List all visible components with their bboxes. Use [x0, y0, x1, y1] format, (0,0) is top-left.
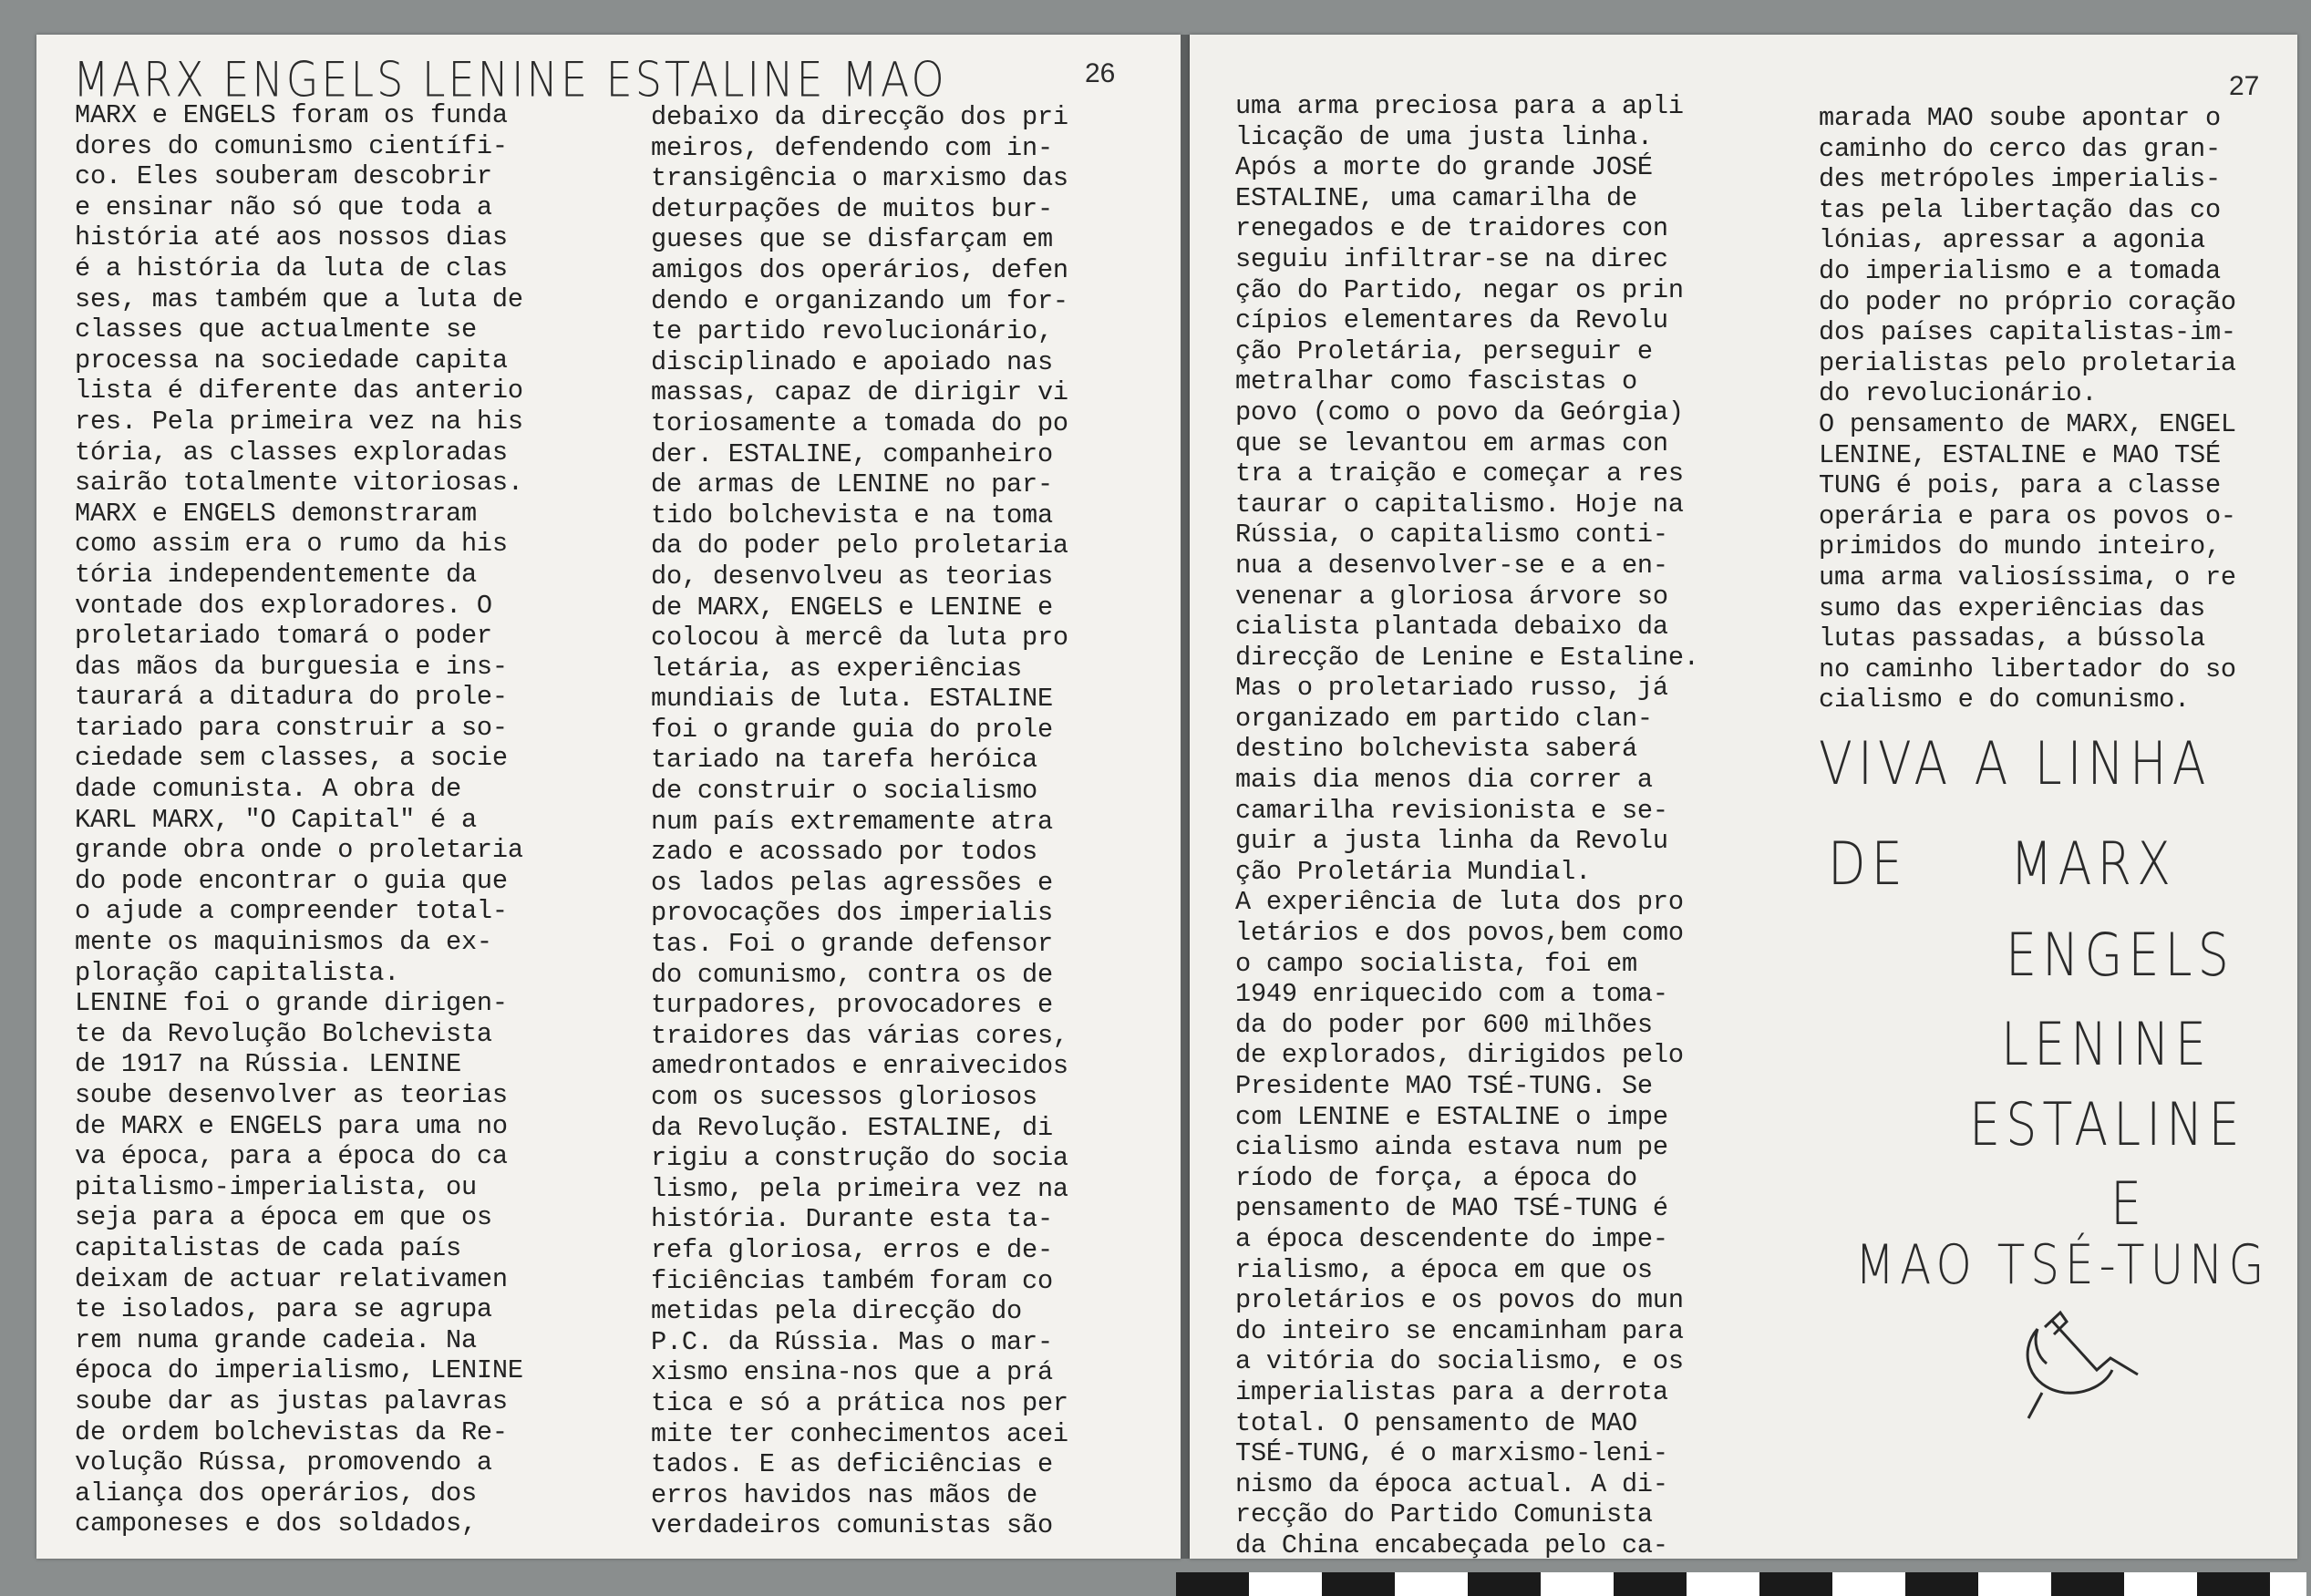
text-line: história até aos nossos dias: [75, 222, 508, 253]
text-line: te isolados, para se agrupa: [75, 1294, 492, 1325]
text-line: MARX e ENGELS demonstraram: [75, 498, 477, 529]
text-line: num país extremamente atra: [651, 806, 1053, 837]
text-line: pensamento de MAO TSÉ-TUNG é: [1235, 1193, 1668, 1224]
text-line: história. Durante esta ta-: [651, 1204, 1053, 1235]
text-line: toriosamente a tomada do po: [651, 407, 1068, 438]
text-line: organizado em partido clan-: [1235, 703, 1653, 734]
text-line: de MARX, ENGELS e LENINE e: [651, 592, 1053, 623]
text-line: ção Proletária, perseguir e: [1235, 335, 1653, 366]
text-line: ficiências também foram co: [651, 1265, 1053, 1296]
text-line: do poder no próprio coração: [1819, 286, 2236, 317]
text-line: vontade dos exploradores. O: [75, 590, 492, 621]
text-line: refa gloriosa, erros e de-: [651, 1234, 1053, 1265]
text-line: da do poder por 600 milhões: [1235, 1009, 1653, 1040]
text-line: de MARX e ENGELS para uma no: [75, 1110, 508, 1141]
text-line: licação de uma justa linha.: [1235, 121, 1653, 152]
text-line: gueses que se disfarçam em: [651, 224, 1053, 255]
text-line: cialismo ainda estava num pe: [1235, 1132, 1668, 1163]
text-line: o campo socialista, foi em: [1235, 948, 1637, 979]
text-line: ciedade sem classes, a socie: [75, 743, 508, 774]
text-line: dade comunista. A obra de: [75, 774, 461, 805]
slogan-marx: MARX: [2010, 829, 2177, 899]
text-line: tados. E as deficiências e: [651, 1449, 1053, 1480]
text-line: do pode encontrar o guia que: [75, 865, 508, 896]
text-line: ção Proletária Mundial.: [1235, 856, 1592, 887]
text-line: capitalistas de cada país: [75, 1232, 461, 1263]
text-line: tra a traição e começar a res: [1235, 458, 1684, 489]
text-line: época do imperialismo, LENINE: [75, 1355, 523, 1386]
text-line: foi o grande guia do prole: [651, 714, 1053, 745]
text-line: 1949 enriquecido com a toma-: [1235, 979, 1668, 1010]
text-line: guir a justa linha da Revolu: [1235, 826, 1668, 857]
document-spread: [36, 35, 2297, 1559]
text-line: lónias, apressar a agonia: [1819, 225, 2205, 256]
text-line: do revolucionário.: [1819, 378, 2098, 409]
text-line: lutas passadas, a bússola: [1819, 623, 2205, 654]
text-line: soube dar as justas palavras: [75, 1385, 508, 1416]
text-line: metidas pela direcção do: [651, 1296, 1023, 1327]
text-line: e ensinar não só que toda a: [75, 191, 492, 222]
text-line: LENINE foi o grande dirigen-: [75, 988, 508, 1019]
text-line: do imperialismo e a tomada: [1819, 255, 2221, 286]
text-line: traidores das várias cores,: [651, 1020, 1068, 1051]
text-line: das mãos da burguesia e ins-: [75, 651, 508, 682]
text-line: ção do Partido, negar os prin: [1235, 274, 1684, 305]
text-line: com os sucessos gloriosos: [651, 1082, 1037, 1112]
text-line: imperialistas para a derrota: [1235, 1376, 1668, 1407]
text-line: KARL MARX, "O Capital" é a: [75, 804, 477, 835]
text-line: tariado na tarefa heróica: [651, 745, 1037, 776]
page-number-left: 26: [1085, 58, 1116, 88]
text-line: do, desenvolveu as teorias: [651, 561, 1053, 592]
text-line: tariado para construir a so-: [75, 712, 508, 743]
text-line: letários e dos povos,bem como: [1235, 918, 1684, 949]
text-line: colocou à mercê da luta pro: [651, 623, 1068, 654]
text-line: de explorados, dirigidos pelo: [1235, 1040, 1684, 1071]
text-line: processa na sociedade capita: [75, 345, 508, 376]
text-line: taurará a ditadura do prole-: [75, 682, 508, 713]
slogan-engels: ENGELS: [2006, 921, 2234, 990]
text-line: seguiu infiltrar-se na direc: [1235, 243, 1668, 274]
text-line: cialismo e do comunismo.: [1819, 685, 2191, 716]
text-line: como assim era o rumo da his: [75, 529, 508, 560]
slogan-lenine: LENINE: [2001, 1010, 2213, 1079]
text-line: de ordem bolchevistas da Re-: [75, 1416, 508, 1447]
text-line: meiros, defendendo com in-: [651, 132, 1053, 163]
text-line: com LENINE e ESTALINE o impe: [1235, 1101, 1668, 1132]
slogan-de: DE: [1828, 829, 1908, 899]
text-line: mundiais de luta. ESTALINE: [651, 684, 1053, 715]
text-line: TUNG é pois, para a classe: [1819, 470, 2221, 501]
text-line: des metrópoles imperialis-: [1819, 164, 2221, 195]
text-column-1: [75, 100, 523, 1539]
text-line: disciplinado e apoiado nas: [651, 346, 1053, 377]
text-line: metralhar como fascistas o: [1235, 366, 1637, 397]
text-line: P.C. da Rússia. Mas o mar-: [651, 1326, 1053, 1357]
text-line: ríodo de força, a época do: [1235, 1162, 1637, 1193]
text-line: do comunismo, contra os de: [651, 959, 1053, 990]
text-line: uma arma preciosa para a apli: [1235, 91, 1684, 121]
text-line: proletariado tomará o poder: [75, 621, 492, 652]
text-line: Após a morte do grande JOSÉ: [1235, 152, 1653, 183]
text-line: cípios elementares da Revolu: [1235, 305, 1668, 336]
text-line: mente os maquinismos da ex-: [75, 927, 492, 958]
text-line: zado e acossado por todos: [651, 837, 1037, 868]
text-line: sairão totalmente vitoriosas.: [75, 468, 523, 499]
text-column-4: [1819, 103, 2236, 716]
text-line: perialistas pelo proletaria: [1819, 347, 2236, 378]
text-line: proletários e os povos do mun: [1235, 1285, 1684, 1316]
text-line: tas pela libertação das co: [1819, 194, 2221, 225]
text-line: rem numa grande cadeia. Na: [75, 1324, 477, 1355]
text-line: co. Eles souberam descobrir: [75, 161, 492, 192]
text-line: destino bolchevista saberá: [1235, 734, 1637, 765]
text-line: mais dia menos dia correr a: [1235, 765, 1653, 796]
text-line: erros havidos nas mãos de: [651, 1479, 1037, 1510]
text-line: recção do Partido Comunista: [1235, 1499, 1653, 1530]
text-line: rigiu a construção do socia: [651, 1143, 1068, 1174]
text-line: dos países capitalistas-im-: [1819, 317, 2236, 348]
slogan-e: E: [2110, 1169, 2148, 1239]
text-line: Rússia, o capitalismo conti-: [1235, 520, 1668, 551]
text-line: taurar o capitalismo. Hoje na: [1235, 489, 1684, 520]
text-line: amigos dos operários, defen: [651, 254, 1068, 285]
text-line: lismo, pela primeira vez na: [651, 1173, 1068, 1204]
text-line: tória independentemente da: [75, 559, 477, 590]
text-line: camarilha revisionista e se-: [1235, 795, 1668, 826]
text-line: ses, mas também que a luta de: [75, 283, 523, 314]
text-line: primidos do mundo inteiro,: [1819, 531, 2221, 562]
text-line: deixam de actuar relativamen: [75, 1263, 508, 1294]
text-line: rialismo, a época em que os: [1235, 1254, 1653, 1285]
text-line: no caminho libertador do so: [1819, 654, 2236, 685]
text-line: de armas de LENINE no par-: [651, 469, 1053, 500]
text-line: da China encabeçada pelo ca-: [1235, 1529, 1668, 1560]
text-line: de construir o socialismo: [651, 776, 1037, 807]
text-line: transigência o marxismo das: [651, 163, 1068, 194]
text-line: O pensamento de MARX, ENGEL: [1819, 408, 2236, 439]
text-line: turpadores, provocadores e: [651, 990, 1053, 1021]
slogan-estaline: ESTALINE: [1969, 1090, 2245, 1159]
text-line: a época descendente do impe-: [1235, 1223, 1668, 1254]
text-line: dendo e organizando um for-: [651, 285, 1068, 316]
text-line: tido bolchevista e na toma: [651, 499, 1053, 530]
text-line: total. O pensamento de MAO: [1235, 1407, 1637, 1438]
text-line: cialista plantada debaixo da: [1235, 612, 1668, 643]
text-line: xismo ensina-nos que a prá: [651, 1357, 1053, 1388]
text-line: que se levantou em armas con: [1235, 427, 1668, 458]
text-line: dores do comunismo científi-: [75, 130, 508, 161]
text-line: TSÉ-TUNG, é o marxismo-leni-: [1235, 1438, 1668, 1469]
text-line: seja para a época em que os: [75, 1202, 492, 1233]
text-line: a vitória do socialismo, e os: [1235, 1346, 1684, 1377]
text-line: operária e para os povos o-: [1819, 500, 2236, 531]
text-column-3: [1235, 91, 1699, 1561]
text-line: direcção de Lenine e Estaline.: [1235, 642, 1699, 673]
text-line: A experiência de luta dos pro: [1235, 887, 1684, 918]
text-line: os lados pelas agressões e: [651, 867, 1053, 898]
text-line: der. ESTALINE, companheiro: [651, 438, 1053, 469]
text-line: tica e só a prática nos per: [651, 1387, 1068, 1418]
text-line: debaixo da direcção dos pri: [651, 102, 1068, 132]
text-line: ESTALINE, uma camarilha de: [1235, 182, 1637, 213]
text-line: Presidente MAO TSÉ-TUNG. Se: [1235, 1071, 1653, 1101]
text-line: camponeses e dos soldados,: [75, 1508, 477, 1539]
text-line: da do poder pelo proletaria: [651, 530, 1068, 561]
hammer-and-sickle-icon: [2010, 1302, 2147, 1434]
text-line: o ajude a compreender total-: [75, 896, 508, 927]
text-line: da Revolução. ESTALINE, di: [651, 1112, 1053, 1143]
text-column-2: [651, 102, 1068, 1541]
text-line: lista é diferente das anterio: [75, 376, 523, 407]
text-line: venenar a gloriosa árvore so: [1235, 581, 1668, 612]
text-line: sumo das experiências das: [1819, 592, 2205, 623]
text-line: renegados e de traidores con: [1235, 213, 1668, 244]
text-line: amedrontados e enraivecidos: [651, 1051, 1068, 1082]
text-line: de 1917 na Rússia. LENINE: [75, 1049, 461, 1080]
page-number-right: 27: [2229, 71, 2260, 101]
text-line: mite ter conhecimentos acei: [651, 1418, 1068, 1449]
text-line: nismo da época actual. A di-: [1235, 1468, 1668, 1499]
page-header: MARX ENGELS LENINE ESTALINE MAO: [73, 51, 947, 108]
text-line: va época, para a época do ca: [75, 1141, 508, 1172]
slogan-line-1: VIVA A LINHA: [1819, 729, 2212, 798]
text-line: LENINE, ESTALINE e MAO TSÉ: [1819, 439, 2221, 470]
scale-ruler: [1176, 1572, 2306, 1596]
text-line: te da Revolução Bolchevista: [75, 1018, 492, 1049]
text-line: tória, as classes exploradas: [75, 437, 508, 468]
page-gutter: [1181, 35, 1190, 1559]
text-line: classes que actualmente se: [75, 314, 477, 345]
text-line: MARX e ENGELS foram os funda: [75, 100, 508, 130]
text-line: verdadeiros comunistas são: [651, 1510, 1053, 1541]
text-line: massas, capaz de dirigir vi: [651, 377, 1068, 408]
text-line: aliança dos operários, dos: [75, 1478, 477, 1508]
text-line: letária, as experiências: [651, 653, 1023, 684]
text-line: é a história da luta de clas: [75, 252, 508, 283]
text-line: grande obra onde o proletaria: [75, 835, 523, 866]
text-line: marada MAO soube apontar o: [1819, 103, 2221, 133]
text-line: povo (como o povo da Geórgia): [1235, 396, 1684, 427]
slogan-mao: MAO TSÉ-TUNG: [1855, 1233, 2270, 1297]
text-line: nua a desenvolver-se e a en-: [1235, 550, 1668, 581]
text-line: provocações dos imperialis: [651, 898, 1053, 929]
text-line: caminho do cerco das gran-: [1819, 133, 2221, 164]
text-line: te partido revolucionário,: [651, 316, 1053, 347]
text-line: soube desenvolver as teorias: [75, 1080, 508, 1110]
text-line: ploração capitalista.: [75, 957, 400, 988]
text-line: do inteiro se encaminham para: [1235, 1315, 1684, 1346]
text-line: Mas o proletariado russo, já: [1235, 673, 1668, 704]
text-line: pitalismo-imperialista, ou: [75, 1171, 477, 1202]
text-line: res. Pela primeira vez na his: [75, 406, 523, 437]
text-line: volução Rússa, promovendo a: [75, 1447, 492, 1478]
text-line: uma arma valiosíssima, o re: [1819, 561, 2236, 592]
text-line: tas. Foi o grande defensor: [651, 929, 1053, 960]
right-page: [1190, 35, 2297, 1559]
text-line: deturpações de muitos bur-: [651, 193, 1053, 224]
left-page: [36, 35, 1181, 1559]
